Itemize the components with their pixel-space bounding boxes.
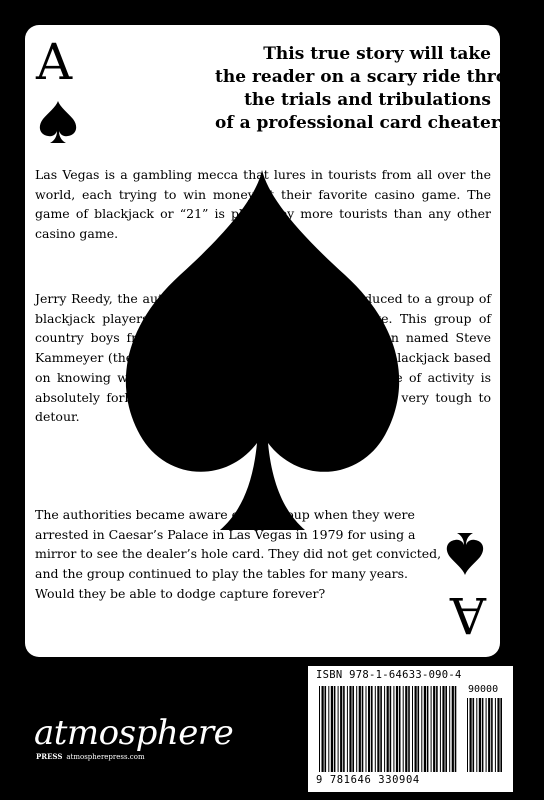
headline-line: This true story will take [263, 44, 491, 64]
barcode-addon-icon [466, 698, 506, 772]
corner-rank-bottom: A [450, 586, 487, 644]
headline-line: of a professional card cheater. [215, 113, 505, 133]
headline-line: the reader on a scary ride through [215, 67, 544, 87]
playing-card [25, 25, 544, 657]
body-paragraph-2: Jerry Reedy, the author of this true story, was introduced to a group of blackjack players shortly after he got out of college. This group of country boys from the northwest was led by one man named Steve Kammeyer (the Boss). The Boss developed a system in blackjack based on knowing what the dealer’s hole card was. This type of activity is absolutely forbidden in Las Vegas, but this group was very tough to detour. [35, 291, 491, 425]
isbn-label: ISBN 978-1-64633-090-4 [316, 669, 462, 681]
price-code: 90000 [468, 684, 499, 695]
barcode-icon [318, 686, 458, 772]
publisher-press-line [36, 752, 145, 761]
press-label: PRESS [36, 752, 63, 761]
publisher-website: atmospherepress.com [66, 753, 145, 761]
body-paragraph-1: Las Vegas is a gambling mecca that lures in tourists from all over the world, each trying to win money at their favorite casino game. The game of blackjack or “21” is played by more tourists than any other casino game. [35, 167, 491, 242]
barcode-digits: 9 781646 330904 [316, 774, 420, 786]
corner-spade-top-icon [38, 99, 78, 145]
corner-spade-bottom-icon [445, 531, 485, 577]
headline-line: the trials and tribulations [244, 90, 491, 110]
headline [215, 43, 544, 135]
barcode-box [308, 666, 513, 792]
publisher-logo: atmosphere [34, 713, 234, 753]
body-paragraph-3: The authorities became aware of the group when they were arrested in Caesar’s Palace in Las Vegas in 1979 for using a mirror to see the dealer’s hole card. They did not get convicted, and the group continued to play the tables for many years. Would they be able to dodge capture forever? [35, 507, 442, 601]
corner-rank-top: A [36, 33, 73, 91]
